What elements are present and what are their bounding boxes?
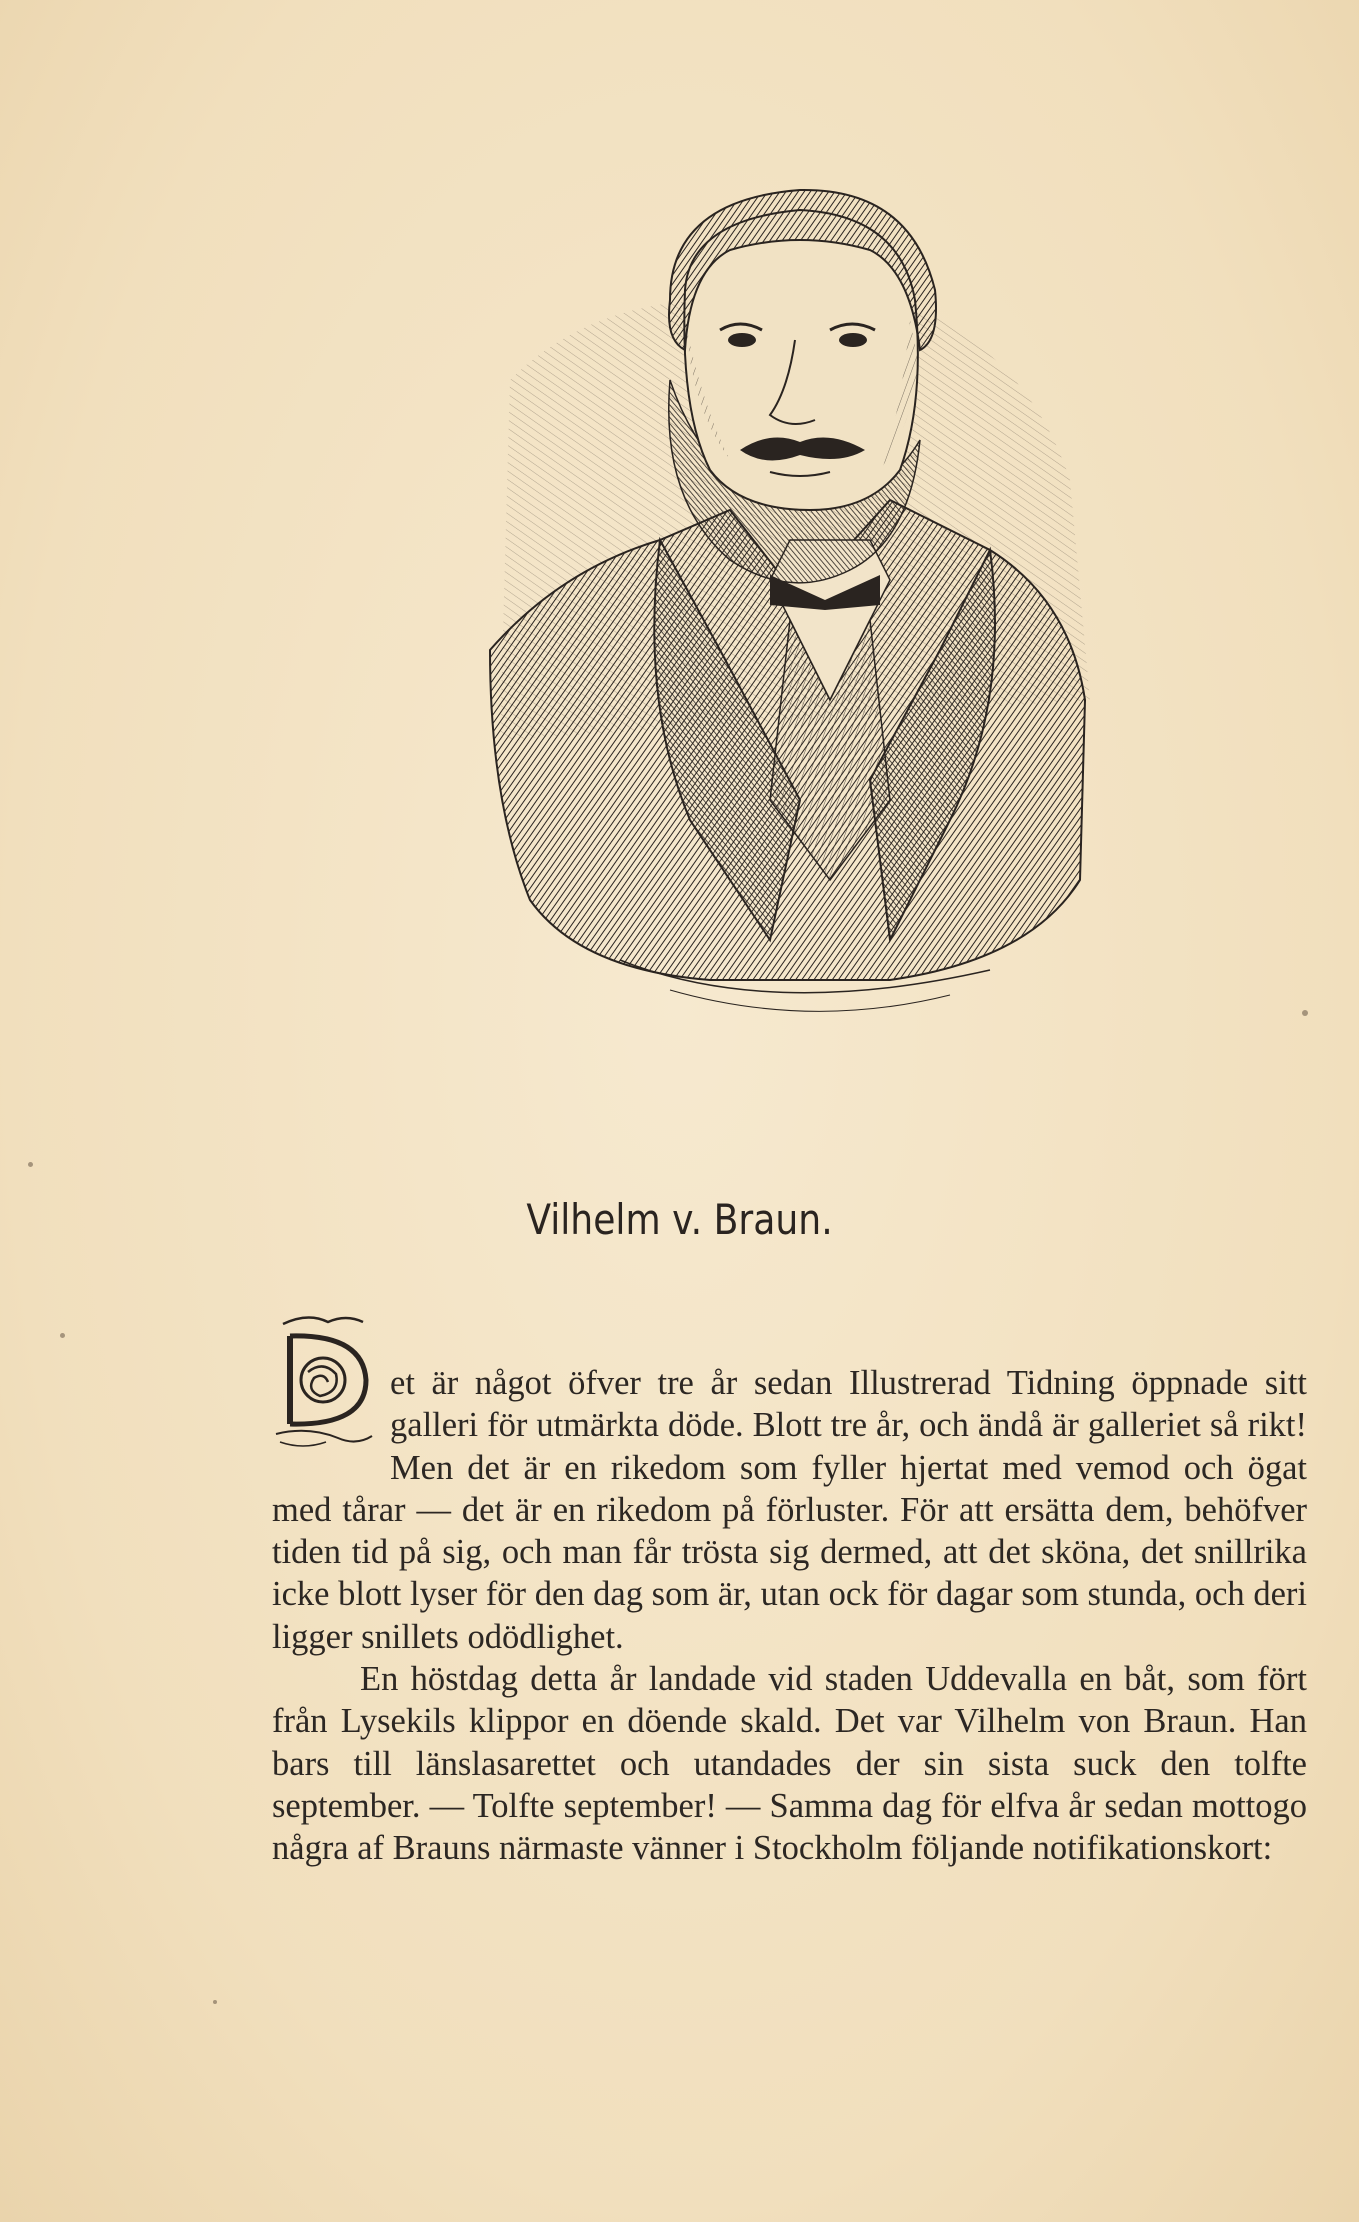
article-body — [272, 1362, 1307, 1870]
portrait-engraving — [470, 180, 1110, 1040]
paragraph-1-text: et är något öfver tre år sedan Illustrerad Tidning öppnade sitt galleri för utmärkta döde. Blott tre år, och ändå är galleriet så rikt! Men det är en rikedom som fyller hjertat med vemod och ögat med tårar — det är en rikedom på förluster. För att ersätta dem, behöfver tiden tid på sig, och man får trösta sig dermed, att det sköna, det snillrika icke blott lyser för den dag som är, utan ock för dagar som stunda, och deri ligger snillets odödlighet. — [272, 1364, 1307, 1656]
dropcap-letter — [268, 1454, 269, 1455]
portrait-caption: Vilhelm v. Braun. — [526, 1195, 833, 1244]
paper-speck — [1302, 1010, 1308, 1016]
paper-speck — [213, 2000, 217, 2004]
paragraph-2: En höstdag detta år landade vid staden Uddevalla en båt, som fört från Lysekils klippor en döende skald. Det var Vilhelm von Braun. Han bars till länslasarettet och utandades der sin sista suck den tolfte september. — Tolfte september! — Samma dag för elfva år sedan mottogo några af Brauns närmaste vänner i Stockholm följande notifikationskort: — [272, 1660, 1307, 1868]
paper-speck — [28, 1162, 33, 1167]
paper-speck — [60, 1333, 65, 1338]
decorative-initial-d — [268, 1314, 378, 1454]
paragraph-1 — [272, 1362, 1307, 1658]
